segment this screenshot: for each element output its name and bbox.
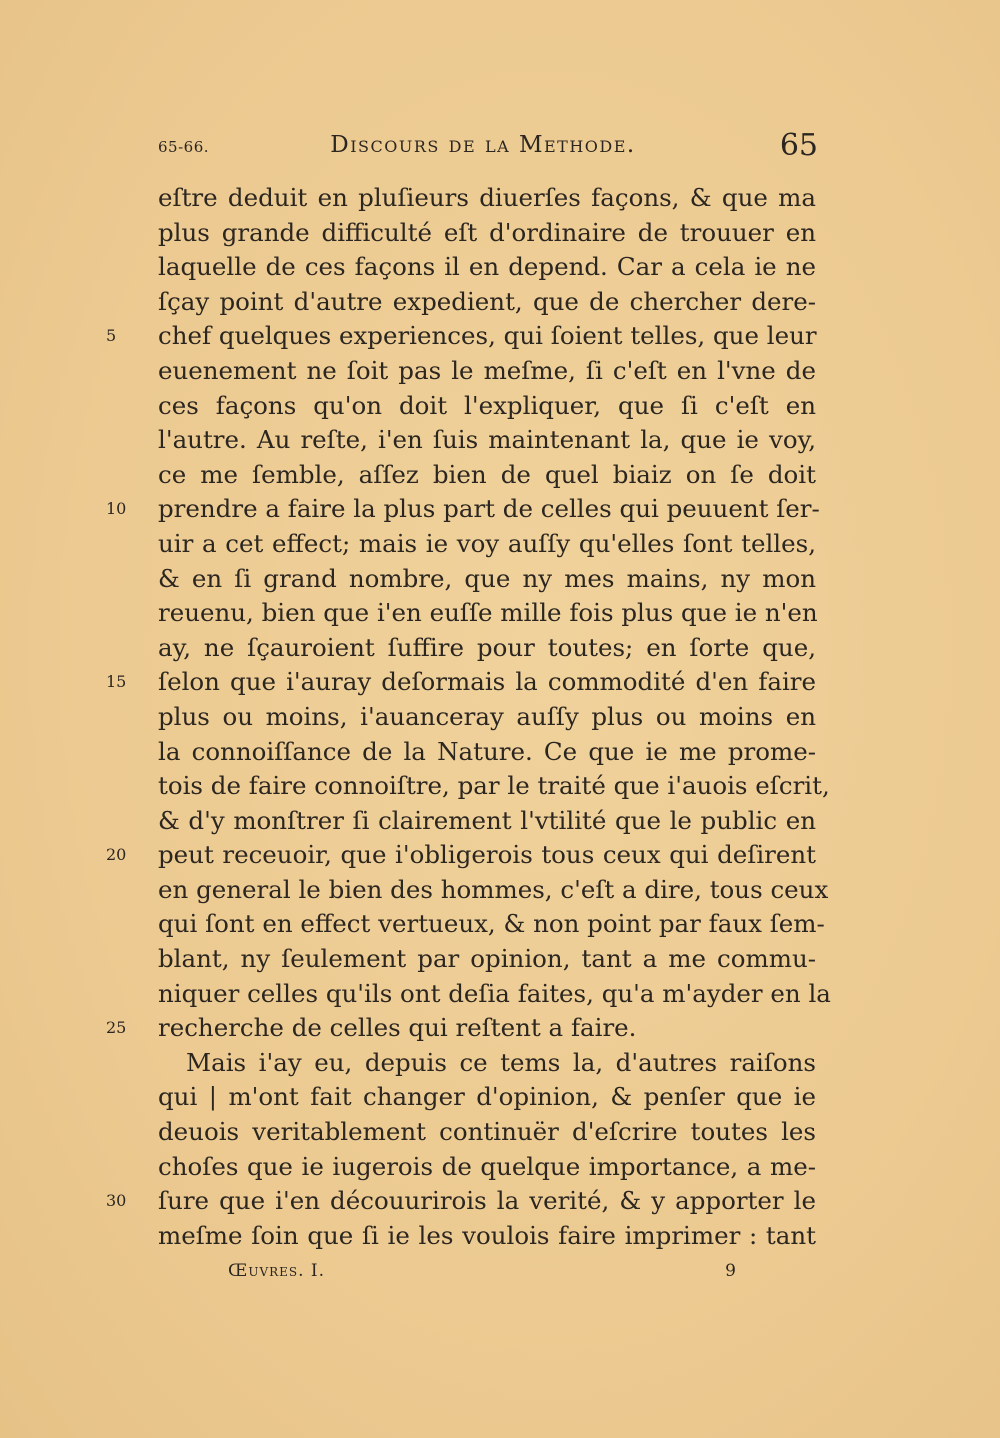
line-text: laquelle de ces façons il en depend. Car a cela ie ne	[158, 252, 816, 282]
line-text: deuois veritablement continuër d'eſcrire toutes les	[158, 1117, 816, 1147]
line-text: euenement ne ſoit pas le meſme, ſi c'eſt en l'vne de	[158, 355, 816, 385]
text-line	[158, 458, 816, 493]
line-text: & en ſi grand nombre, que ny mes mains, ny mon	[158, 563, 816, 593]
text-line	[158, 181, 816, 216]
text-line	[158, 1046, 816, 1081]
text-line	[158, 562, 816, 597]
text-line	[158, 804, 816, 839]
page-number: 65	[779, 128, 818, 163]
text-line	[158, 285, 816, 320]
line-text: l'autre. Au reſte, i'en ſuis maintenant la, que ie voy,	[158, 425, 816, 455]
line-number: 10	[106, 499, 127, 519]
text-line	[158, 942, 816, 977]
text-line	[158, 1219, 816, 1254]
line-text: plus grande difficulté eſt d'ordinaire de trouuer en	[158, 217, 816, 247]
line-text: uir a cet effect; mais ie voy auſſy qu'elles ſont telles,	[158, 528, 816, 558]
line-text: qui | m'ont fait changer d'opinion, & penſer que ie	[158, 1082, 816, 1112]
header-title: Discours de la Methode.	[330, 132, 636, 158]
line-text: ces façons qu'on doit l'expliquer, que ſi c'eſt en	[158, 390, 816, 420]
body-text	[106, 181, 831, 1253]
line-text: Mais i'ay eu, depuis ce tems la, d'autres raiſons	[186, 1047, 816, 1077]
text-line	[158, 977, 831, 1012]
line-number: 20	[106, 845, 127, 865]
line-text: niquer celles qu'ils ont deſia faites, qu'a m'ayder en la	[158, 978, 831, 1008]
line-text: ſure que i'en découurirois la verité, & y apporter le	[158, 1186, 816, 1216]
text-line	[158, 631, 816, 666]
running-head	[158, 128, 818, 168]
line-text: ce me ſemble, aſſez bien de quel biaiz on ſe doit	[158, 459, 816, 489]
text-line	[106, 838, 816, 873]
text-line	[158, 1115, 816, 1150]
line-text: meſme ſoin que ſi ie les voulois faire imprimer : tant	[158, 1220, 816, 1250]
line-text: tois de faire connoiſtre, par le traité que i'auois eſcrit,	[158, 771, 830, 801]
line-text: ſçay point d'autre expedient, que de chercher dere-	[158, 286, 816, 316]
text-line	[158, 873, 829, 908]
text-line	[158, 596, 816, 631]
text-line	[158, 700, 816, 735]
text-line	[158, 769, 830, 804]
line-text: ay, ne ſçauroient ſuffire pour toutes; en ſorte que,	[158, 632, 816, 662]
text-line	[106, 492, 820, 527]
text-line	[158, 1150, 816, 1185]
line-text: ſelon que i'auray deſormais la commodité d'en faire	[158, 667, 816, 697]
line-number: 15	[106, 672, 127, 692]
text-line	[158, 527, 816, 562]
text-line	[158, 1080, 816, 1115]
line-text: peut receuoir, que i'obligerois tous ceux qui deſirent	[158, 840, 816, 870]
text-line	[158, 250, 816, 285]
page-footer	[228, 1261, 748, 1291]
line-text: reuenu, bien que i'en euſſe mille fois plus que ie n'en	[158, 598, 818, 628]
header-page-range: 65-66.	[158, 138, 210, 156]
line-number: 5	[106, 326, 117, 346]
text-line	[158, 389, 816, 424]
line-text: eſtre deduit en pluſieurs diuerſes façons, & que ma	[158, 183, 816, 212]
text-line	[106, 1011, 816, 1046]
text-line	[158, 354, 816, 389]
text-line	[106, 319, 817, 354]
text-line	[158, 907, 825, 942]
line-text: la connoiſſance de la Nature. Ce que ie me prome-	[158, 736, 816, 766]
line-text: recherche de celles qui reſtent a faire.	[158, 1013, 637, 1043]
text-line	[158, 216, 816, 251]
text-line	[158, 423, 816, 458]
line-text: chef quelques experiences, qui ſoient telles, que leur	[158, 321, 817, 351]
line-number: 30	[106, 1191, 127, 1211]
line-text: prendre a faire la plus part de celles qui peuuent ſer-	[158, 494, 820, 524]
line-text: en general le bien des hommes, c'eſt a dire, tous ceux	[158, 874, 829, 904]
line-number: 25	[106, 1018, 127, 1038]
text-line	[158, 735, 816, 770]
text-line	[106, 665, 816, 700]
signature-mark: 9	[725, 1261, 736, 1281]
line-text: qui ſont en effect vertueux, & non point par faux ſem-	[158, 909, 825, 939]
line-text: plus ou moins, i'auanceray auſſy plus ou moins en	[158, 701, 816, 731]
line-text: & d'y monſtrer ſi clairement l'vtilité que le public en	[158, 805, 816, 835]
text-line	[106, 1184, 816, 1219]
footer-title: Œuvres. I.	[228, 1261, 326, 1281]
line-text: blant, ny ſeulement par opinion, tant a me commu-	[158, 944, 816, 974]
line-text: choſes que ie iugerois de quelque importance, a me-	[158, 1151, 816, 1181]
